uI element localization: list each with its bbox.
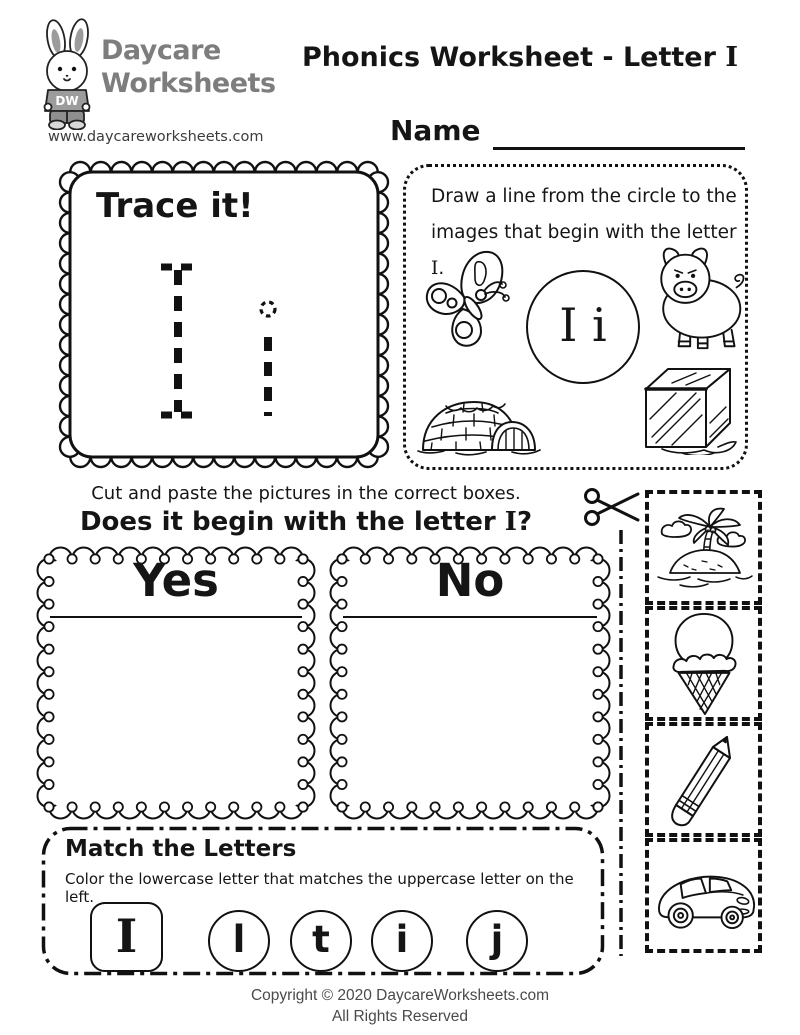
match-option-l: l xyxy=(208,910,270,972)
ice-cube-icon xyxy=(642,361,738,455)
name-label: Name xyxy=(390,114,481,147)
trace-heading: Trace it! xyxy=(96,186,254,226)
sort-question: Does it begin with the letter I? xyxy=(79,507,533,537)
butterfly-icon xyxy=(420,245,512,351)
cut-card-pencil xyxy=(645,722,762,837)
name-write-line xyxy=(493,118,745,150)
cut-card-island xyxy=(645,490,762,605)
match-heading: Match the Letters xyxy=(65,836,297,862)
yes-divider-line xyxy=(50,616,302,618)
cut-card-car xyxy=(645,838,762,953)
no-box xyxy=(329,546,611,820)
match-letters-box xyxy=(41,826,605,976)
cut-card-ice-cream xyxy=(645,606,762,721)
island-icon xyxy=(654,505,754,591)
draw-instruction: Draw a line from the circle to the images that begin with the letter I. xyxy=(431,186,737,280)
brand-name-line1: Daycare xyxy=(101,35,221,66)
ice-cream-icon xyxy=(664,611,744,717)
car-icon xyxy=(650,861,758,931)
no-label: No xyxy=(435,554,505,607)
match-option-t: t xyxy=(290,910,352,972)
bunny-mascot-icon xyxy=(38,18,100,130)
match-target-letter-tile: I xyxy=(90,902,163,972)
cut-line xyxy=(610,528,632,958)
cut-paste-instruction: Cut and paste the pictures in the correct boxes. xyxy=(91,483,521,504)
scissors-icon xyxy=(582,485,644,529)
no-divider-line xyxy=(343,616,597,618)
footer-line2: All Rights Reserved xyxy=(331,1007,469,1025)
match-option-j: j xyxy=(466,910,528,972)
yes-box xyxy=(36,546,316,820)
brand-name-line2: Worksheets xyxy=(101,68,276,99)
page-title: Phonics Worksheet - Letter I xyxy=(302,42,738,73)
pig-icon xyxy=(642,243,748,357)
footer-copyright xyxy=(0,986,800,1028)
pencil-icon xyxy=(663,732,745,828)
footer-line1: Copyright © 2020 DaycareWorksheets.com xyxy=(250,987,549,1004)
site-url: www.daycareworksheets.com xyxy=(48,129,264,145)
draw-line-activity-box xyxy=(403,164,748,470)
mascot-shirt-initials: DW xyxy=(55,94,79,108)
trace-box xyxy=(58,160,390,469)
yes-label: Yes xyxy=(133,554,219,607)
page-title-letter: I xyxy=(725,42,738,73)
match-option-i: i xyxy=(371,910,433,972)
igloo-icon xyxy=(416,389,542,457)
match-instruction: Color the lowercase letter that matches the uppercase letter on the left. xyxy=(65,870,574,906)
target-letter-circle: I i xyxy=(526,270,640,384)
